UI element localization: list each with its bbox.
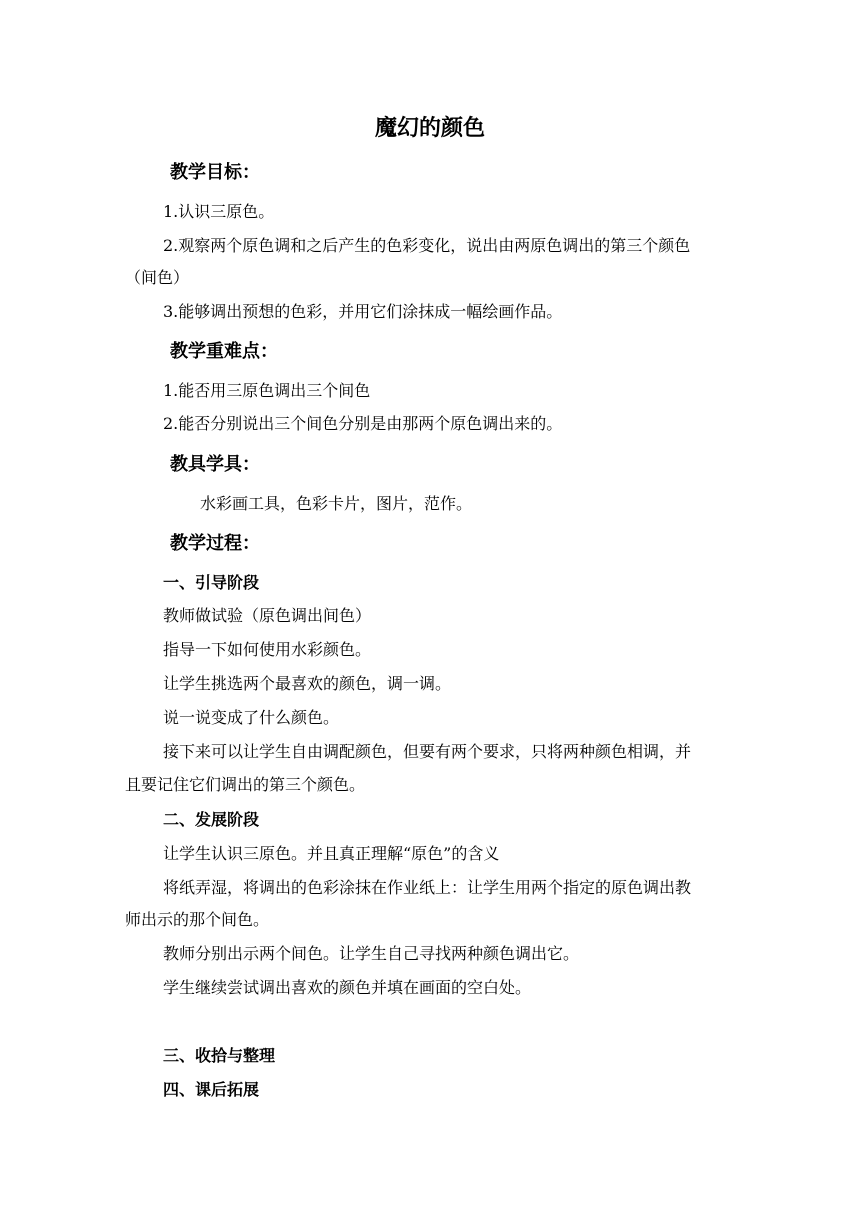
process-heading: 教学过程：: [170, 533, 260, 554]
stage-2-line-3: 教师分别出示两个间色。让学生自己寻找两种颜色调出它。: [163, 944, 580, 963]
objectives-heading: 教学目标：: [170, 162, 260, 183]
stage-2-line-2a: 将纸弄湿，将调出的色彩涂抹在作业纸上：让学生用两个指定的原色调出教: [163, 878, 692, 897]
key-points-heading: 教学重难点：: [170, 341, 278, 362]
stage-2-heading: 二、发展阶段: [163, 810, 260, 829]
stage-1-line-1: 教师做试验（原色调出间色）: [163, 606, 372, 625]
stage-1-line-2: 指导一下如何使用水彩颜色。: [163, 640, 372, 659]
objective-item-2-line-2: （间色）: [125, 268, 190, 287]
objective-item-3: 3.能够调出预想的色彩，并用它们涂抹成一幅绘画作品。: [163, 302, 563, 321]
stage-2-line-4: 学生继续尝试调出喜欢的颜色并填在画面的空白处。: [163, 978, 532, 997]
objective-item-2-line-1: 2.观察两个原色调和之后产生的色彩变化，说出由两原色调出的第三个颜色: [163, 236, 691, 255]
stage-1-heading: 一、引导阶段: [163, 573, 260, 592]
stage-2-line-2b: 师出示的那个间色。: [125, 910, 270, 929]
document-title: 魔幻的颜色: [374, 116, 485, 141]
stage-1-line-3: 让学生挑选两个最喜欢的颜色，调一调。: [163, 674, 452, 693]
key-point-item-2: 2.能否分别说出三个间色分别是由那两个原色调出来的。: [163, 414, 563, 433]
stage-1-line-5a: 接下来可以让学生自由调配颜色，但要有两个要求，只将两种颜色相调，并: [163, 742, 692, 761]
tools-text: 水彩画工具，色彩卡片，图片，范作。: [200, 494, 473, 513]
objective-item-1: 1.认识三原色。: [163, 202, 275, 221]
stage-1-line-4: 说一说变成了什么颜色。: [163, 708, 340, 727]
stage-3-heading: 三、收拾与整理: [163, 1046, 276, 1065]
stage-1-line-5b: 且要记住它们调出的第三个颜色。: [125, 775, 366, 794]
key-point-item-1: 1.能否用三原色调出三个间色: [163, 381, 371, 400]
stage-2-line-1: 让学生认识三原色。并且真正理解“原色”的含义: [163, 844, 500, 863]
stage-4-heading: 四、课后拓展: [163, 1080, 260, 1099]
tools-heading: 教具学具：: [170, 454, 260, 475]
